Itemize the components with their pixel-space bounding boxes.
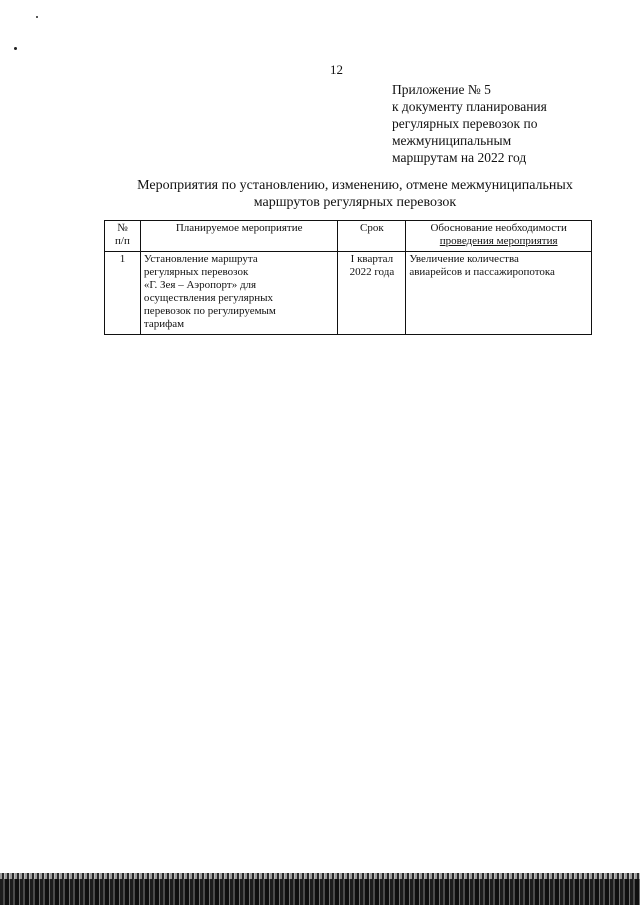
cell-action-line: осуществления регулярных <box>143 292 273 304</box>
cell-reason <box>406 252 592 335</box>
header-num-line: п/п <box>115 235 130 247</box>
title-line: Мероприятия по установлению, изменению, отмене межмуниципальных <box>137 178 573 193</box>
appendix-line: к документу планирования <box>392 99 547 114</box>
cell-action-line: тарифам <box>143 318 185 330</box>
document-title <box>100 177 610 211</box>
table-header-row <box>105 221 592 252</box>
header-action: Планируемое мероприятие <box>140 221 338 252</box>
cell-term-line: I квартал <box>350 253 394 265</box>
header-reason-line: Обоснование необходимости <box>430 222 567 234</box>
header-num-line: № <box>117 222 128 234</box>
scan-speck <box>36 16 38 18</box>
appendix-header <box>392 81 547 166</box>
cell-action-line: перевозок по регулируемым <box>143 305 276 317</box>
cell-term <box>338 252 406 335</box>
scan-border <box>0 873 640 905</box>
header-num <box>105 221 141 252</box>
appendix-line: Приложение № 5 <box>392 82 491 97</box>
header-reason-text: проведения мероприятия <box>439 235 558 247</box>
cell-num: 1 <box>105 252 141 335</box>
cell-action-line: регулярных перевозок <box>143 266 249 278</box>
header-reason-line <box>409 235 588 248</box>
page-number: 12 <box>330 62 343 77</box>
cell-reason-line: Увеличение количества <box>409 253 519 265</box>
cell-action <box>140 252 338 335</box>
cell-action-line: «Г. Зея – Аэропорт» для <box>143 279 257 291</box>
header-reason <box>406 221 592 252</box>
title-line: маршрутов регулярных перевозок <box>253 195 457 210</box>
appendix-line: регулярных перевозок по <box>392 116 538 131</box>
cell-reason-line: авиарейсов и пассажиропотока <box>409 266 555 278</box>
measures-table <box>104 220 592 335</box>
scan-border-edge <box>0 873 640 879</box>
appendix-line: маршрутам на 2022 год <box>392 150 527 165</box>
cell-term-line: 2022 года <box>349 266 395 278</box>
table-row <box>105 252 592 335</box>
scan-speck <box>14 47 17 50</box>
appendix-line: межмуниципальным <box>392 133 512 148</box>
header-term: Срок <box>338 221 406 252</box>
cell-action-line: Установление маршрута <box>143 253 258 265</box>
